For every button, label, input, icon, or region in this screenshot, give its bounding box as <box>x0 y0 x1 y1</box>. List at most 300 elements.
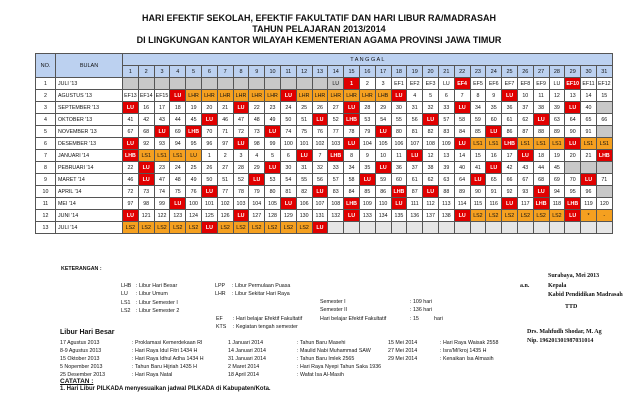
header-day: 19 <box>407 66 423 78</box>
signature-nip: Nip. 196201301987031014 <box>527 338 594 344</box>
day-cell <box>233 78 249 90</box>
day-cell: 15 <box>596 90 612 102</box>
day-cell: 61 <box>407 174 423 186</box>
header-day: 13 <box>312 66 328 78</box>
header-day: 3 <box>154 66 170 78</box>
day-cell: 11 <box>391 150 407 162</box>
day-cell <box>265 78 281 90</box>
day-cell: EF5 <box>470 78 486 90</box>
day-cell: LU <box>375 126 391 138</box>
day-cell: 128 <box>265 210 281 222</box>
day-cell: 25 <box>186 162 202 174</box>
day-cell: LU <box>170 90 186 102</box>
legend-item-desc: : Libur Semester I <box>136 299 178 306</box>
day-cell: 40 <box>581 102 597 114</box>
day-cell: LU <box>391 198 407 210</box>
row-month: DESEMBER '13 <box>56 138 123 150</box>
libur-item-term: 17 Agustus 2013 <box>60 340 100 346</box>
day-cell: LS2 <box>280 222 296 234</box>
day-cell: 26 <box>312 102 328 114</box>
row-month: JULI '13 <box>56 78 123 90</box>
table-row <box>36 90 613 102</box>
page-subtitle-office: DI LINGKUNGAN KANTOR WILAYAH KEMENTERIAN AGAMA PROVINSI JAWA TIMUR <box>136 35 502 45</box>
day-cell: 85 <box>470 126 486 138</box>
day-cell: LU <box>328 78 344 90</box>
day-cell: 81 <box>407 126 423 138</box>
day-cell <box>217 78 233 90</box>
keterangan-title: KETERANGAN : <box>61 266 102 272</box>
day-cell: 4 <box>249 150 265 162</box>
day-cell: 41 <box>470 162 486 174</box>
day-cell: 58 <box>344 174 360 186</box>
header-tanggal: T A N G G A L <box>123 54 613 66</box>
day-cell: 21 <box>581 150 597 162</box>
day-cell: LHB <box>123 150 139 162</box>
table-row <box>36 150 613 162</box>
row-month: AGUSTUS '13 <box>56 90 123 102</box>
table-row <box>36 78 613 90</box>
day-cell: 1 <box>344 78 360 90</box>
day-cell: EF3 <box>423 78 439 90</box>
day-cell: 79 <box>359 126 375 138</box>
day-cell: EF2 <box>407 78 423 90</box>
day-cell: 93 <box>517 186 533 198</box>
day-cell: 25 <box>296 102 312 114</box>
day-cell: 90 <box>470 186 486 198</box>
day-cell: 24 <box>170 162 186 174</box>
semester-item-term: Semester I <box>320 299 346 305</box>
day-cell <box>517 222 533 234</box>
header-day: 5 <box>186 66 202 78</box>
day-cell: LS2 <box>265 222 281 234</box>
day-cell: 71 <box>217 126 233 138</box>
day-cell: LU <box>138 162 154 174</box>
libur-item-desc: : Hari Raya Idul Fitri 1434 H <box>132 348 198 354</box>
day-cell: LU <box>138 174 154 186</box>
day-cell: 123 <box>170 210 186 222</box>
day-cell: 51 <box>296 114 312 126</box>
day-cell: LU <box>565 138 581 150</box>
day-cell <box>470 222 486 234</box>
day-cell: 29 <box>375 102 391 114</box>
day-cell <box>596 102 612 114</box>
legend-ef-item-term: KTS <box>216 324 227 331</box>
day-cell: LHB <box>375 90 391 102</box>
day-cell <box>391 222 407 234</box>
day-cell: 117 <box>517 198 533 210</box>
day-cell: LU <box>344 138 360 150</box>
day-cell: 60 <box>391 174 407 186</box>
day-cell <box>438 222 454 234</box>
libur-item-term: 14 Januari 2014 <box>228 348 266 354</box>
day-cell <box>296 78 312 90</box>
day-cell: 27 <box>328 102 344 114</box>
day-cell: 83 <box>328 186 344 198</box>
day-cell: 2 <box>359 78 375 90</box>
day-cell: LU <box>265 126 281 138</box>
day-cell: 97 <box>217 138 233 150</box>
day-cell: 1 <box>201 150 217 162</box>
day-cell: 55 <box>296 174 312 186</box>
day-cell: 33 <box>438 102 454 114</box>
day-cell: 38 <box>423 162 439 174</box>
day-cell: 94 <box>170 138 186 150</box>
day-cell: EF12 <box>596 78 612 90</box>
day-cell: EF7 <box>502 78 518 90</box>
day-cell: 67 <box>123 126 139 138</box>
row-month: JUNI '14 <box>56 210 123 222</box>
day-cell: LU <box>565 210 581 222</box>
header-day: 4 <box>170 66 186 78</box>
libur-item-desc: : Isra'Mi'kroj 1435 H <box>440 348 487 354</box>
day-cell: LU <box>201 186 217 198</box>
day-cell: 76 <box>186 186 202 198</box>
day-cell: 3 <box>233 150 249 162</box>
day-cell: 108 <box>328 198 344 210</box>
day-cell: 124 <box>186 210 202 222</box>
day-cell: LS2 <box>470 210 486 222</box>
day-cell: 97 <box>123 198 139 210</box>
day-cell <box>328 222 344 234</box>
day-cell: LS2 <box>549 210 565 222</box>
day-cell: LHR <box>201 90 217 102</box>
header-day: 25 <box>502 66 518 78</box>
day-cell: LS2 <box>217 222 233 234</box>
libur-item-term: 29 Mei 2014 <box>388 356 418 362</box>
header-day: 1 <box>123 66 139 78</box>
day-cell: LU <box>280 90 296 102</box>
libur-item-desc: : Hari Raya Waisak 2558 <box>440 340 499 346</box>
day-cell: 91 <box>486 186 502 198</box>
day-cell: 92 <box>502 186 518 198</box>
day-cell: 68 <box>533 174 549 186</box>
semester-item-term: Semester II <box>320 307 348 314</box>
day-cell: 19 <box>186 102 202 114</box>
header-day: 20 <box>423 66 439 78</box>
day-cell: 99 <box>154 198 170 210</box>
day-cell: 9 <box>359 150 375 162</box>
day-cell: 95 <box>565 186 581 198</box>
day-cell: LS2 <box>249 222 265 234</box>
day-cell <box>423 222 439 234</box>
day-cell: 74 <box>280 126 296 138</box>
day-cell: 61 <box>502 114 518 126</box>
day-cell: 22 <box>249 102 265 114</box>
day-cell: LU <box>486 126 502 138</box>
catatan-text: 1. Hari Libur PILKADA menyesuaikan jadwal PILKADA di Kabupaten/Kota. <box>60 386 271 392</box>
day-cell: 99 <box>265 138 281 150</box>
day-cell: LU <box>517 150 533 162</box>
day-cell: 82 <box>296 186 312 198</box>
day-cell: 35 <box>359 162 375 174</box>
day-cell: 46 <box>217 114 233 126</box>
day-cell: 79 <box>249 186 265 198</box>
day-cell: 44 <box>170 114 186 126</box>
day-cell: 14 <box>581 90 597 102</box>
day-cell: EF4 <box>454 78 470 90</box>
day-cell: 29 <box>249 162 265 174</box>
row-month: NOVEMBER '13 <box>56 126 123 138</box>
row-number: 9 <box>36 174 56 186</box>
day-cell: LU <box>154 126 170 138</box>
row-number: 2 <box>36 90 56 102</box>
day-cell: 4 <box>407 90 423 102</box>
day-cell: 52 <box>328 114 344 126</box>
header-day: 15 <box>344 66 360 78</box>
day-cell: 48 <box>170 174 186 186</box>
libur-item-term: 15 Mei 2014 <box>388 340 418 346</box>
day-cell: 53 <box>359 114 375 126</box>
day-cell: 9 <box>486 90 502 102</box>
day-cell: 96 <box>201 138 217 150</box>
row-month: OKTOBER '13 <box>56 114 123 126</box>
table-row <box>36 162 613 174</box>
day-cell: LS2 <box>517 210 533 222</box>
day-cell: LU <box>186 150 202 162</box>
day-cell: 17 <box>154 102 170 114</box>
day-cell: LHR <box>328 90 344 102</box>
day-cell: 98 <box>138 198 154 210</box>
day-cell: 131 <box>312 210 328 222</box>
day-cell: 88 <box>438 186 454 198</box>
row-number: 7 <box>36 150 56 162</box>
day-cell: 19 <box>549 150 565 162</box>
header-day: 29 <box>565 66 581 78</box>
legend-item-term: LS1 <box>121 299 131 306</box>
day-cell: 54 <box>280 174 296 186</box>
table-row <box>36 138 613 150</box>
day-cell: LHR <box>186 90 202 102</box>
row-number: 11 <box>36 198 56 210</box>
day-cell: 70 <box>201 126 217 138</box>
row-number: 4 <box>36 114 56 126</box>
day-cell: 136 <box>407 210 423 222</box>
day-cell: 42 <box>138 114 154 126</box>
day-cell: 16 <box>138 102 154 114</box>
day-cell: 101 <box>296 138 312 150</box>
day-cell: 87 <box>407 186 423 198</box>
legend-ef-item-desc: : Hari belajar Efektif Fakultatif <box>233 316 303 322</box>
day-cell: 41 <box>123 114 139 126</box>
day-cell: LU <box>502 198 518 210</box>
day-cell <box>581 162 597 174</box>
signature-place-date: Surabaya, Mei 2013 <box>548 273 600 279</box>
day-cell: EF10 <box>565 78 581 90</box>
day-cell: 98 <box>249 138 265 150</box>
day-cell: 38 <box>533 102 549 114</box>
day-cell <box>123 78 139 90</box>
day-cell: 104 <box>249 198 265 210</box>
day-cell: LS1 <box>581 138 597 150</box>
day-cell: 57 <box>438 114 454 126</box>
day-cell: 12 <box>549 90 565 102</box>
day-cell: 129 <box>280 210 296 222</box>
day-cell: LU <box>312 186 328 198</box>
day-cell: LU <box>201 114 217 126</box>
day-cell: - <box>596 210 612 222</box>
legend-item-term: LHR <box>215 291 226 298</box>
day-cell: 15 <box>470 150 486 162</box>
day-cell: 56 <box>312 174 328 186</box>
table-row <box>36 126 613 138</box>
day-cell: 10 <box>517 90 533 102</box>
catatan-title: CATATAN : <box>60 378 94 385</box>
libur-item-desc: : Hari Raya Nyepi Tahun Saka 1936 <box>297 364 382 370</box>
day-cell: 34 <box>470 102 486 114</box>
row-number: 6 <box>36 138 56 150</box>
day-cell: 73 <box>249 126 265 138</box>
libur-item-term: 8-9 Agustus 2013 <box>60 348 102 354</box>
day-cell: 45 <box>549 162 565 174</box>
day-cell: 50 <box>201 174 217 186</box>
day-cell: 21 <box>217 102 233 114</box>
day-cell: LS2 <box>138 222 154 234</box>
day-cell: 58 <box>454 114 470 126</box>
day-cell <box>201 78 217 90</box>
libur-item-term: 27 Mei 2014 <box>388 348 418 354</box>
header-day: 10 <box>265 66 281 78</box>
day-cell: 100 <box>280 138 296 150</box>
day-cell <box>533 222 549 234</box>
header-day: 7 <box>217 66 233 78</box>
day-cell: 78 <box>344 126 360 138</box>
row-number: 1 <box>36 78 56 90</box>
libur-item-term: 15 Oktober 2013 <box>60 356 100 362</box>
day-cell: 77 <box>217 186 233 198</box>
day-cell: LU <box>201 222 217 234</box>
day-cell: LS2 <box>123 222 139 234</box>
day-cell: LS1 <box>517 138 533 150</box>
day-cell: 18 <box>170 102 186 114</box>
table-row <box>36 222 613 234</box>
row-month: APRIL '14 <box>56 186 123 198</box>
day-cell: EF11 <box>581 78 597 90</box>
day-cell: LU <box>470 174 486 186</box>
header-day: 9 <box>249 66 265 78</box>
day-cell: LS1 <box>470 138 486 150</box>
day-cell: LHB <box>391 186 407 198</box>
day-cell: EF1 <box>391 78 407 90</box>
day-cell <box>596 222 612 234</box>
table-header-row <box>36 54 613 66</box>
day-cell: 46 <box>123 174 139 186</box>
day-cell: 44 <box>533 162 549 174</box>
day-cell: LHR <box>344 90 360 102</box>
day-cell: LU <box>249 174 265 186</box>
header-day: 21 <box>438 66 454 78</box>
day-cell: 24 <box>280 102 296 114</box>
signature-ttd: TTD <box>565 304 578 310</box>
day-cell <box>502 222 518 234</box>
day-cell: 2 <box>217 150 233 162</box>
day-cell: 83 <box>438 126 454 138</box>
day-cell: 12 <box>423 150 439 162</box>
day-cell: LU <box>344 102 360 114</box>
day-cell <box>596 126 612 138</box>
header-day: 26 <box>517 66 533 78</box>
day-cell <box>549 222 565 234</box>
day-cell: 80 <box>265 186 281 198</box>
day-cell: LS1 <box>154 150 170 162</box>
day-cell <box>565 162 581 174</box>
day-cell: LS2 <box>170 222 186 234</box>
day-cell: 102 <box>312 138 328 150</box>
day-cell: 85 <box>359 186 375 198</box>
libur-item-desc: : Tahun Baru Hijriah 1435 H <box>132 364 197 370</box>
day-cell: LS2 <box>502 210 518 222</box>
day-cell: LU <box>123 102 139 114</box>
day-cell: LHB <box>596 150 612 162</box>
day-cell: 107 <box>407 138 423 150</box>
day-cell: 31 <box>407 102 423 114</box>
semester-item-desc: : 109 hari <box>410 299 433 305</box>
day-cell: 106 <box>391 138 407 150</box>
day-cell: LHB <box>328 150 344 162</box>
day-cell: 47 <box>154 174 170 186</box>
day-cell: 53 <box>265 174 281 186</box>
semester-item-desc: : 136 hari <box>410 307 433 314</box>
legend-ef-item-term: EF <box>216 316 223 322</box>
day-cell: 70 <box>565 174 581 186</box>
day-cell: 35 <box>486 102 502 114</box>
day-cell: LHR <box>312 90 328 102</box>
day-cell <box>170 78 186 90</box>
header-day: 18 <box>391 66 407 78</box>
header-day: 31 <box>596 66 612 78</box>
legend-item-desc: : Libur Semester 2 <box>136 307 180 314</box>
day-cell: LHR <box>296 90 312 102</box>
day-cell: 36 <box>391 162 407 174</box>
day-cell: 33 <box>328 162 344 174</box>
day-cell: 49 <box>265 114 281 126</box>
row-month: MEI '14 <box>56 198 123 210</box>
day-cell: 20 <box>201 102 217 114</box>
header-day: 6 <box>201 66 217 78</box>
day-cell: 6 <box>438 90 454 102</box>
row-number: 5 <box>36 126 56 138</box>
libur-item-term: 1 Januari 2014 <box>228 340 264 346</box>
day-cell: 23 <box>154 162 170 174</box>
legend-item-term: LS2 <box>121 307 131 314</box>
day-cell: LS1 <box>138 150 154 162</box>
day-cell: 39 <box>549 102 565 114</box>
day-cell: EF15 <box>154 90 170 102</box>
day-cell: 119 <box>581 198 597 210</box>
day-cell: 7 <box>312 150 328 162</box>
day-cell: 55 <box>391 114 407 126</box>
day-cell: 107 <box>312 198 328 210</box>
day-cell <box>154 78 170 90</box>
day-cell: 103 <box>328 138 344 150</box>
day-cell: 127 <box>249 210 265 222</box>
day-cell: EF6 <box>486 78 502 90</box>
header-day: 14 <box>328 66 344 78</box>
header-day: 12 <box>296 66 312 78</box>
day-cell: 122 <box>154 210 170 222</box>
libur-item-desc: : Wafat Isa Al-Masih <box>297 372 344 378</box>
day-cell: 89 <box>454 186 470 198</box>
libur-item-term: 18 April 2014 <box>228 372 259 378</box>
day-cell: 114 <box>454 198 470 210</box>
day-cell: 45 <box>186 114 202 126</box>
day-cell: LU <box>296 150 312 162</box>
day-cell: LU <box>123 210 139 222</box>
day-cell: 69 <box>549 174 565 186</box>
day-cell: 59 <box>470 114 486 126</box>
day-cell: 7 <box>454 90 470 102</box>
day-cell: LU <box>312 114 328 126</box>
day-cell: 20 <box>565 150 581 162</box>
